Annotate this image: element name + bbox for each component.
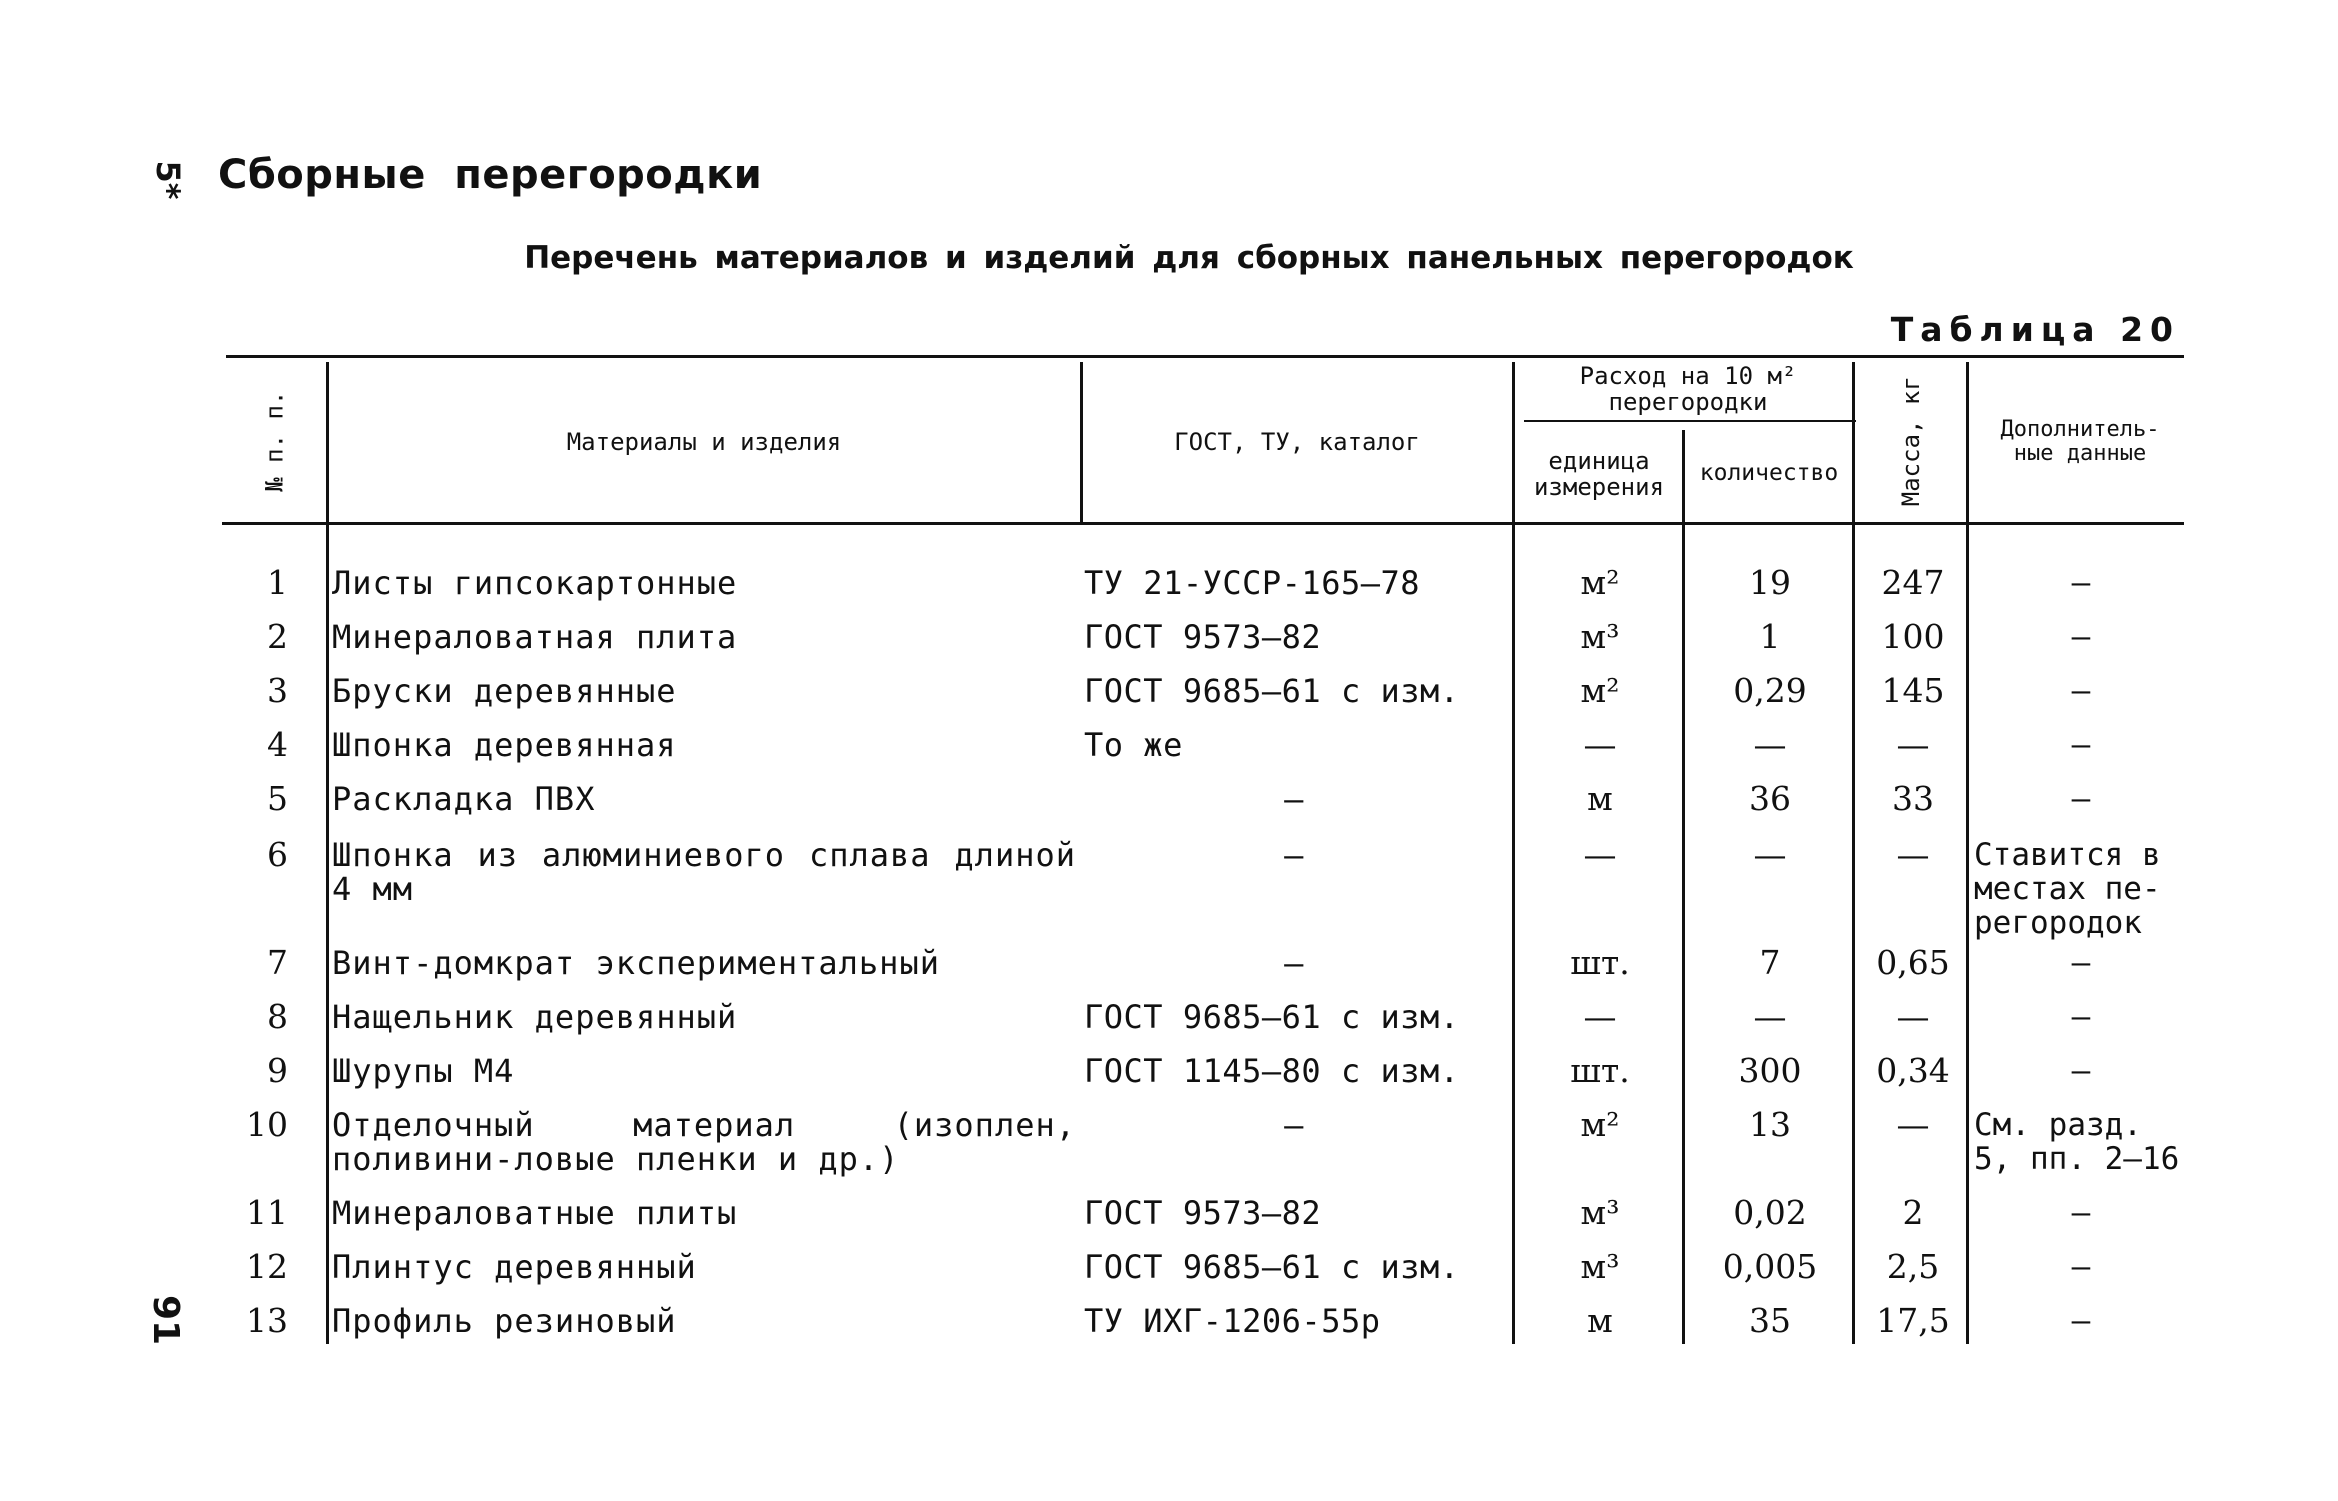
row-extra: — <box>2071 1249 2091 1285</box>
row-unit: м³ <box>1580 1247 1620 1286</box>
header-mass: Масса, кг <box>1896 375 1925 507</box>
row-mass: 17,5 <box>1876 1301 1950 1340</box>
table-top-rule <box>226 355 2184 358</box>
row-name: Шпонка деревянная <box>332 726 677 764</box>
row-unit: шт. <box>1570 943 1630 982</box>
row-qty: 13 <box>1749 1105 1791 1144</box>
row-unit: м³ <box>1580 1193 1620 1232</box>
row-gost: ГОСТ 9685—61 с изм. <box>1084 1248 1460 1286</box>
row-name: Винт-домкрат экспериментальный <box>332 944 940 982</box>
row-num: 1 <box>267 563 288 602</box>
row-extra: — <box>2071 1195 2091 1231</box>
row-unit: м² <box>1580 563 1620 602</box>
row-num: 6 <box>267 835 288 874</box>
header-quantity: количество <box>1699 460 1839 487</box>
row-gost: ГОСТ 9573—82 <box>1084 618 1322 656</box>
row-gost: ГОСТ 1145—80 с изм. <box>1084 1052 1460 1090</box>
row-qty: — <box>1753 835 1787 874</box>
row-num: 7 <box>267 943 288 982</box>
header-extra: Дополнитель-ные данные <box>2000 416 2160 466</box>
row-name: Листы гипсокартонные <box>332 564 738 602</box>
row-mass: 2,5 <box>1886 1247 1940 1286</box>
header-gost: ГОСТ, ТУ, каталог <box>1174 427 1420 456</box>
row-gost: То же <box>1084 726 1183 764</box>
row-gost: ГОСТ 9685—61 с изм. <box>1084 672 1460 710</box>
row-qty: 36 <box>1749 779 1791 818</box>
row-qty: 7 <box>1759 943 1781 982</box>
row-name: Нащельник деревянный <box>332 998 738 1036</box>
row-num: 12 <box>246 1247 288 1286</box>
row-unit: шт. <box>1570 1051 1630 1090</box>
row-mass: 0,34 <box>1876 1051 1950 1090</box>
row-name: Плинтус деревянный <box>332 1248 697 1286</box>
row-unit: — <box>1583 997 1617 1036</box>
row-name: Шурупы М4 <box>332 1052 515 1090</box>
row-qty: 19 <box>1749 563 1791 602</box>
row-extra: — <box>2071 565 2091 601</box>
row-gost: — <box>1284 944 1304 982</box>
row-qty: — <box>1753 725 1787 764</box>
row-mass: — <box>1896 835 1930 874</box>
row-num: 10 <box>246 1105 288 1144</box>
row-qty: 0,02 <box>1733 1193 1807 1232</box>
row-mass: — <box>1896 997 1930 1036</box>
row-gost: ТУ 21-УССР-165—78 <box>1084 564 1421 602</box>
row-extra: — <box>2071 1053 2091 1089</box>
row-gost: ТУ ИХГ-1206-55р <box>1084 1302 1381 1340</box>
header-bottom-rule <box>222 522 2184 525</box>
row-name: Раскладка ПВХ <box>332 780 596 818</box>
col-divider-name <box>326 362 329 1344</box>
header-materials: Материалы и изделия <box>566 427 842 456</box>
row-qty: 1 <box>1759 617 1781 656</box>
row-extra: — <box>2071 1303 2091 1339</box>
row-qty: — <box>1753 997 1787 1036</box>
row-extra: — <box>2071 727 2091 763</box>
row-qty: 300 <box>1738 1051 1802 1090</box>
row-num: 9 <box>267 1051 288 1090</box>
row-gost: — <box>1284 780 1304 818</box>
row-name: Профиль резиновый <box>332 1302 677 1340</box>
row-qty: 0,005 <box>1722 1247 1818 1286</box>
consumption-divider <box>1524 420 1856 422</box>
row-mass: 247 <box>1881 563 1945 602</box>
row-num: 3 <box>267 671 288 710</box>
row-qty: 35 <box>1749 1301 1791 1340</box>
col-divider-gost <box>1080 362 1083 522</box>
row-num: 4 <box>267 725 288 764</box>
row-extra: — <box>2071 781 2091 817</box>
row-extra: — <box>2071 673 2091 709</box>
row-gost: ГОСТ 9685—61 с изм. <box>1084 998 1460 1036</box>
row-unit: — <box>1583 725 1617 764</box>
row-name: Шпонка из алюминиевого сплава длиной 4 мм <box>332 836 1076 908</box>
row-extra: См. разд. 5, пп. 2—16 <box>1974 1107 2180 1177</box>
row-mass: 100 <box>1881 617 1945 656</box>
table-label: Таблица 20 <box>1890 310 2180 349</box>
page-mark: 5* <box>149 160 187 200</box>
row-mass: — <box>1896 1105 1930 1144</box>
row-num: 8 <box>267 997 288 1036</box>
row-mass: 33 <box>1892 779 1934 818</box>
row-qty: 0,29 <box>1733 671 1807 710</box>
row-mass: 145 <box>1881 671 1945 710</box>
row-unit: м² <box>1580 1105 1620 1144</box>
row-num: 13 <box>246 1301 288 1340</box>
row-extra: — <box>2071 619 2091 655</box>
table-title: Перечень материалов и изделий для сборных панельных перегородок <box>524 240 1854 276</box>
page-number: 91 <box>145 1294 187 1346</box>
row-extra: — <box>2071 999 2091 1035</box>
row-gost: ГОСТ 9573—82 <box>1084 1194 1322 1232</box>
row-name: Минераловатные плиты <box>332 1194 738 1232</box>
row-extra: Ставится в местах пе-регородок <box>1974 837 2161 941</box>
row-extra: — <box>2071 945 2091 981</box>
row-unit: м <box>1587 779 1613 818</box>
row-num: 11 <box>246 1193 288 1232</box>
header-consumption: Расход на 10 м² перегородки <box>1579 361 1797 416</box>
header-unit: единица измерения <box>1533 446 1665 501</box>
col-divider-unit <box>1512 362 1515 1344</box>
row-unit: — <box>1583 835 1617 874</box>
row-name: Отделочный материал (изоплен, поливини-ловые пленки и др.) <box>332 1106 1076 1178</box>
row-num: 5 <box>267 779 288 818</box>
row-num: 2 <box>267 617 288 656</box>
row-unit: м² <box>1580 671 1620 710</box>
row-gost: — <box>1284 836 1304 874</box>
section-title: Сборные перегородки <box>218 152 763 198</box>
header-num: № п. п. <box>260 390 289 492</box>
row-name: Бруски деревянные <box>332 672 677 710</box>
row-unit: м³ <box>1580 617 1620 656</box>
row-mass: — <box>1896 725 1930 764</box>
row-unit: м <box>1587 1301 1613 1340</box>
row-name: Минераловатная плита <box>332 618 738 656</box>
row-mass: 2 <box>1902 1193 1924 1232</box>
row-gost: — <box>1284 1106 1304 1144</box>
row-mass: 0,65 <box>1876 943 1950 982</box>
